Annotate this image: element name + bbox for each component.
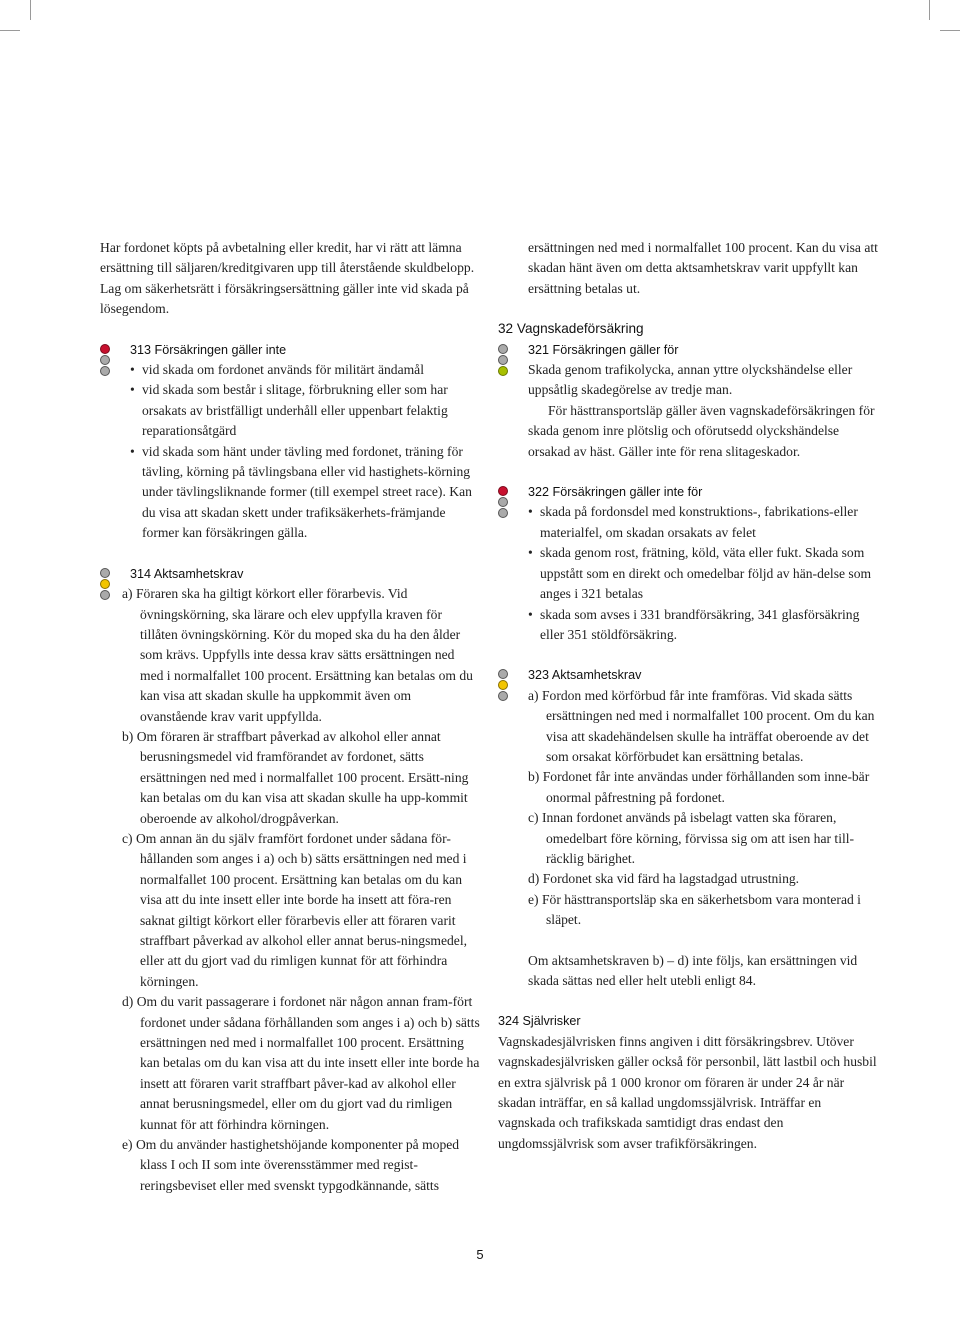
continuation-paragraph: ersättningen ned med i normalfallet 100 procent. Kan du visa att skadan hänt även om detta aktsamhetskrav varit uppfyllt kan ersättning betalas ut. <box>528 240 878 296</box>
left-column <box>100 238 480 1196</box>
list-item: • skada på fordonsdel med konstruktions-, fabrikations-eller materialfel, om skadan orsakats av felet <box>510 502 878 543</box>
list-item: e) Om du använder hastighetshöjande komponenter på moped klass I och II som inte överensstämmer med regist-reringsbeviset eller med svenskt typgodkännande, sätts <box>122 1137 460 1193</box>
paragraph: Vagnskadesjälvrisken finns angiven i ditt försäkringsbrev. Utöver vagnskadesjälvrisken gäller också för personbil, lätt lastbil och husbil en extra självrisk på 1 000 kronor om föraren är under 24 år när skadan inträffar, en så kallad ungdomssjälvrisk. Inträffar en vagnskada och trafikskada samtidigt dras endast den ungdomssjälvrisk som avser trafikförsäkringen. <box>498 1033 877 1151</box>
list-item: d) Om du varit passagerare i fordonet när någon annan fram-fört fordonet under sådana förhållanden som anges i a) och b) sätts ersättningen ned med i normalfallet 100 procent. Ersättning kan betalas om du kan visa att du inte insett eller inte borde ha insett att föraren varit straffbart påver-kad av alkohol eller annat berusningsmedel, eller om du gjort vad du rimligen kunnat för att förhindra körningen. <box>122 994 480 1132</box>
section-322 <box>498 482 878 645</box>
traffic-light-yellow-icon <box>100 568 111 601</box>
traffic-light-red-icon <box>498 486 509 519</box>
list-item: e) För hästtransportsläp ska en säkerhetsbom vara monterad i släpet. <box>528 891 861 928</box>
paragraph: För hästtransportsläp gäller även vagnskadeförsäkringen för skada genom inre plötslig och oförutsedd olyckshändelse orsakad av häst. Gäller inte för rena slitageskador. <box>528 402 875 459</box>
paragraph: Om aktsamhetskraven b) – d) inte följs, kan ersättningen vid skada sättas ned eller helt utebli enligt 84. <box>528 952 858 988</box>
continuation <box>498 238 878 299</box>
crop-mark <box>30 0 31 20</box>
traffic-light-yellow-icon <box>498 669 509 702</box>
crop-mark <box>0 30 20 31</box>
section-321-title: 321 Försäkringen gäller för <box>528 342 679 357</box>
section-324 <box>498 1011 878 1154</box>
list-item: • vid skada som hänt under tävling med fordonet, träning för tävling, körning på tävlingsbana eller vid hastighets-körning under tävlingsliknande former (till exempel street race). Kan du visa att skadan skett under trafiksäkerhets-främjande former kan försäkringen gälla. <box>130 442 480 544</box>
list-item: b) Om föraren är straffbart påverkad av alkohol eller annat berusningsmedel vid framförandet av fordonet, sätts ersättningen ned med i normalfallet 100 procent. Ersätt-ning kan betalas om du kan visa att skadan skulle ha upp-kommit oberoende av alkohol/drogpåverkan. <box>122 728 469 826</box>
right-column <box>498 238 878 1154</box>
section-32-title: 32 Vagnskadeförsäkring <box>498 321 644 337</box>
crop-mark <box>929 0 930 20</box>
intro-paragraph: Har fordonet köpts på avbetalning eller kredit, har vi rätt att lämna ersättning till säljaren/kreditgivaren upp till återstående skuldbelopp. Lag om säkerhetsrätt i försäkringsersättning gäller inte vid skada på lösegendom. <box>100 240 475 317</box>
list-item: d) Fordonet ska vid färd ha lagstadgad utrustning. <box>528 871 800 887</box>
section-321 <box>498 340 878 462</box>
section-323-title: 323 Aktsamhetskrav <box>528 668 642 683</box>
section-314 <box>100 564 480 1197</box>
traffic-light-green-icon <box>498 344 509 377</box>
list-item: • skada som avses i 331 brandförsäkring, 341 glasförsäkring eller 351 stöldförsäkring. <box>510 605 878 646</box>
list-item: c) Om annan än du själv framfört fordonet under sådana för-hållanden som anges i a) och b) sätts ersättningen ned med i normalfallet 100 procent. Ersättning kan betalas om du kan visa att du inte insett eller inte borde ha insett att föra-ren saknat giltigt körkort eller förarbevis eller att föraren varit straffbart påverkad av alkohol eller annat berus-ningsmedel, eller att du gjort vad du rimligen kunnat för att förhindra körningen. <box>122 830 468 989</box>
section-313-title: 313 Försäkringen gäller inte <box>130 342 287 357</box>
list-item: c) Innan fordonet används på isbelagt vatten ska föraren, omedelbart före körning, förvissa sig om att isen har till-räcklig bärighet. <box>528 810 855 866</box>
paragraph: Skada genom trafikolycka, annan yttre olyckshändelse eller uppsåtlig skadegörelse av tredje man. <box>528 362 853 398</box>
list-item: a) Föraren ska ha giltigt körkort eller förarbevis. Vid övningskörning, ska lärare och elev uppfylla kraven för tillåten övningskörning. Kör du moped ska du ha den ålder som krävs. Uppfylls inte dessa krav sätts ersättningen ned med i normalfallet 100 procent. Ersättning kan betalas om du kan visa att skadan skulle ha uppkommit även om ovanstående krav varit uppfyllda. <box>122 586 473 724</box>
section-313 <box>100 340 480 544</box>
section-314-title: 314 Aktsamhetskrav <box>130 566 244 581</box>
section-322-title: 322 Försäkringen gäller inte för <box>528 485 703 500</box>
page-number: 5 <box>476 1247 484 1262</box>
list-item: • vid skada som består i slitage, förbrukning eller som har orsakats av bristfälligt underhåll eller uppenbart felaktig reparationsåtgärd <box>130 380 480 441</box>
section-324-title: 324 Självrisker <box>498 1014 581 1029</box>
list-item: • skada genom rost, frätning, köld, väta eller fukt. Skada som uppstått som en direkt och omedelbar följd av hän-delse som anges i 321 betalas <box>510 543 878 604</box>
crop-mark <box>940 30 960 31</box>
list-item: b) Fordonet får inte användas under förhållanden som inne-bär onormal påfrestning på fordonet. <box>528 769 870 805</box>
traffic-light-red-icon <box>100 344 111 377</box>
section-323 <box>498 665 878 991</box>
list-item: a) Fordon med körförbud får inte framföras. Vid skada sätts ersättningen ned med i normalfallet 100 procent. Om du kan visa att skadehändelsen skulle ha inträffat oberoende av det som orsakat körförbudet kan ersättning betalas. <box>528 687 875 764</box>
list-item: • vid skada om fordonet används för militärt ändamål <box>130 360 480 380</box>
